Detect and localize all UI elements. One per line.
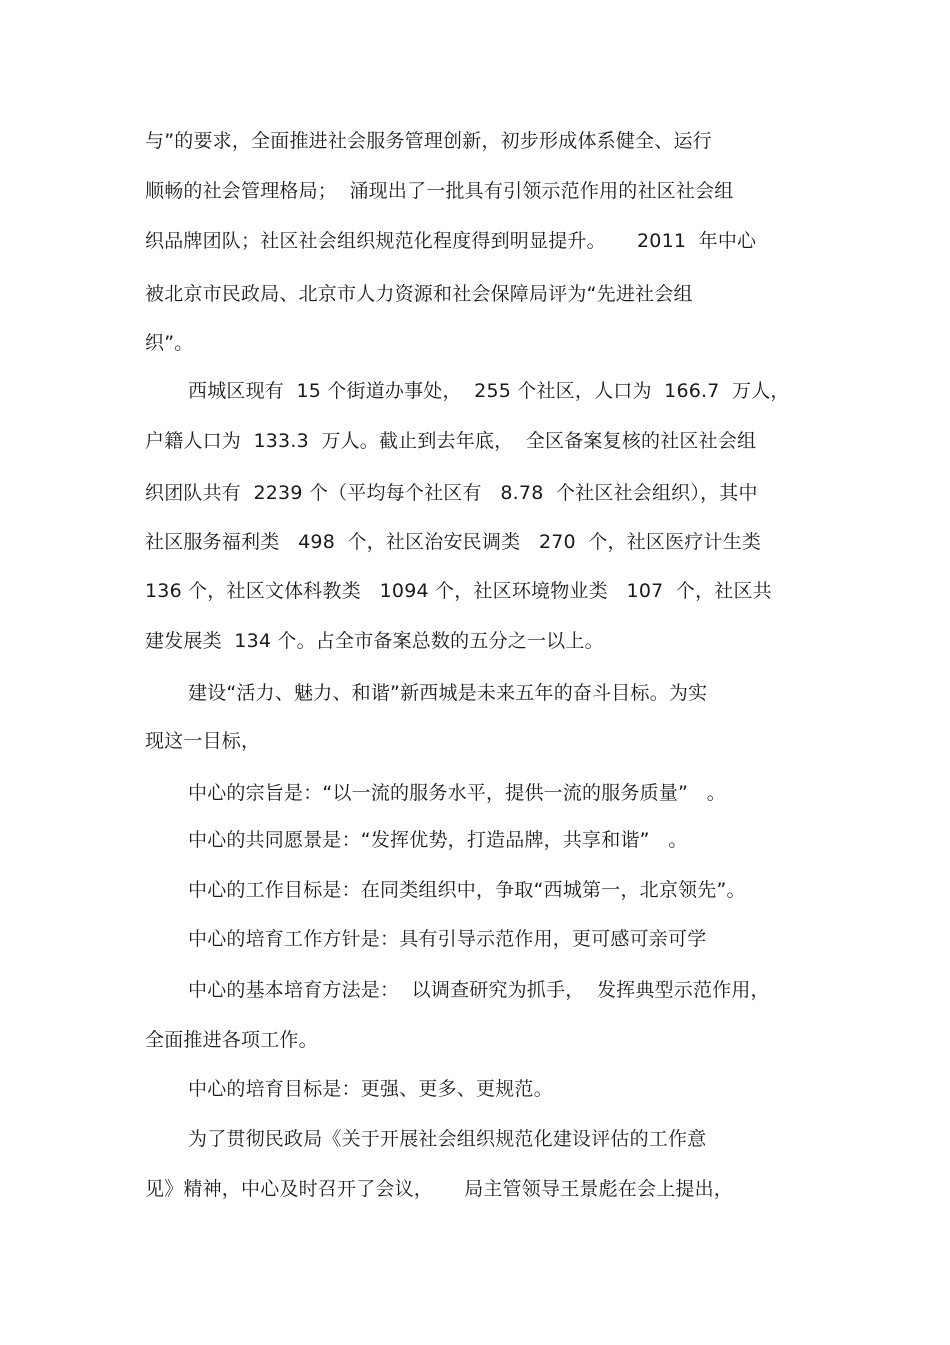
text-line: 中心的宗旨是：“以一流的服务水平，提供一流的服务质量” 。	[188, 782, 727, 804]
text-line: 织品牌团队；社区社会组织规范化程度得到明显提升。 2011 年中心	[145, 230, 757, 252]
text-line: 顺畅的社会管理格局； 涌现出了一批具有引领示范作用的社区社会组	[145, 180, 734, 202]
text-line: 中心的基本培育方法是： 以调查研究为抓手， 发挥典型示范作用，	[188, 979, 770, 1001]
text-line: 为了贯彻民政局《关于开展社会组织规范化建设评估的工作意	[188, 1128, 707, 1150]
text-line: 被北京市民政局、北京市人力资源和社会保障局评为“先进社会组	[145, 283, 693, 305]
text-line: 136 个，社区文体科教类 1094 个，社区环境物业类 107 个，社区共	[145, 580, 772, 602]
text-line: 中心的培育工作方针是：具有引导示范作用，更可感可亲可学	[188, 928, 707, 950]
text-line: 西城区现有 15 个街道办事处， 255 个社区，人口为 166.7 万人，	[188, 380, 790, 402]
text-line: 全面推进各项工作。	[145, 1029, 318, 1051]
text-line: 户籍人口为 133.3 万人。截止到去年底， 全区备案复核的社区社会组	[145, 430, 757, 452]
text-line: 与”的要求，全面推进社会服务管理创新，初步形成体系健全、运行	[145, 130, 712, 152]
text-line: 现这一目标，	[145, 730, 261, 752]
text-line: 中心的共同愿景是：“发挥优势，打造品牌，共享和谐” 。	[188, 829, 688, 851]
text-line: 建发展类 134 个。占全市备案总数的五分之一以上。	[145, 630, 604, 652]
text-line: 建设“活力、魅力、和谐”新西城是未来五年的奋斗目标。为实	[188, 682, 708, 704]
text-line: 中心的培育目标是：更强、更多、更规范。	[188, 1078, 553, 1100]
text-line: 见》精神，中心及时召开了会议， 局主管领导王景彪在会上提出，	[145, 1178, 733, 1200]
text-line: 中心的工作目标是：在同类组织中，争取“西城第一，北京领先”。	[188, 879, 746, 901]
text-line: 织”。	[145, 332, 194, 354]
text-line: 社区服务福利类 498 个，社区治安民调类 270 个，社区医疗计生类	[145, 531, 762, 553]
text-line: 织团队共有 2239 个（平均每个社区有 8.78 个社区社会组织），其中	[145, 482, 758, 504]
